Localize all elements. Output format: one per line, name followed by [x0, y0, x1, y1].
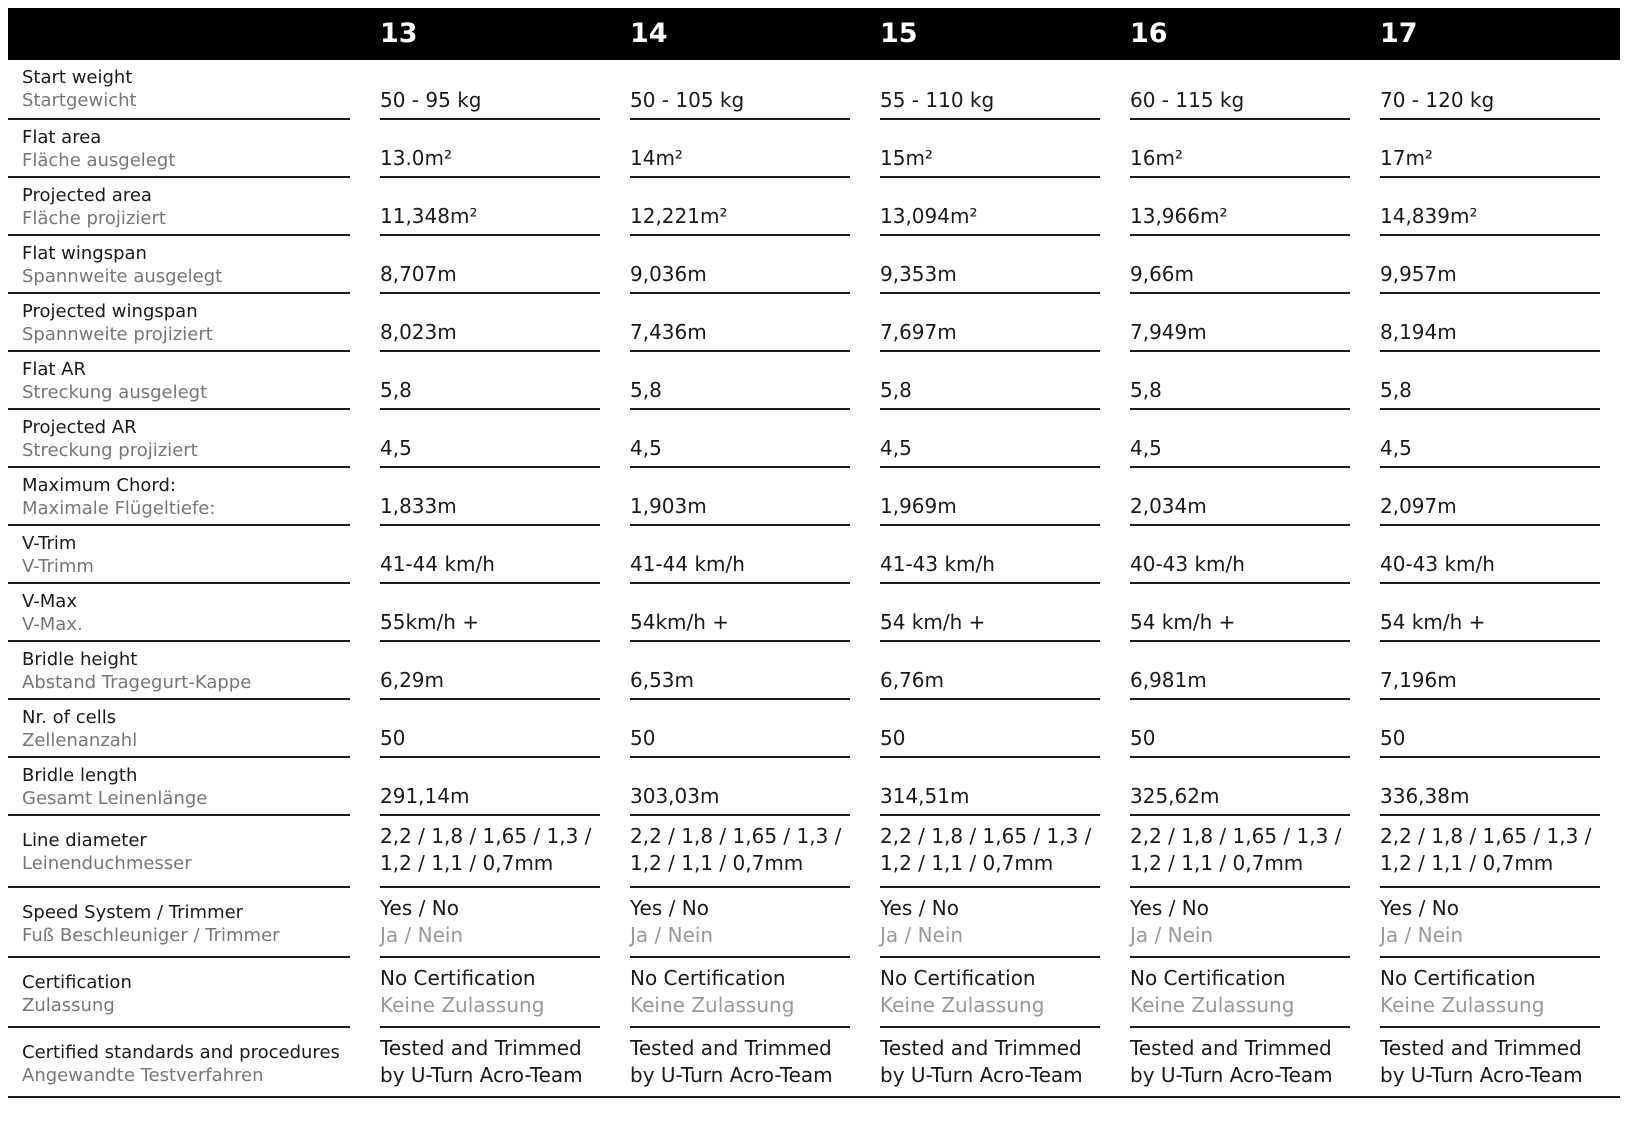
table-row	[8, 700, 1620, 758]
label-german: Fläche ausgelegt	[22, 150, 176, 171]
value-cell	[1130, 410, 1350, 468]
value-cell	[630, 468, 850, 526]
value-text: No Certification	[1130, 966, 1286, 990]
value-cell	[630, 700, 850, 758]
value-cell	[1130, 178, 1350, 236]
value-text: 5,8	[1130, 378, 1162, 402]
value-text: No Certification	[630, 966, 786, 990]
value-text: 17m²	[1380, 146, 1433, 170]
value-cell	[1130, 958, 1350, 1028]
row-label	[8, 178, 350, 236]
value-text: 54 km/h +	[880, 610, 986, 634]
value-text: 303,03m	[630, 784, 720, 808]
table-row	[8, 816, 1620, 888]
label-german: Spannweite projiziert	[22, 324, 213, 345]
value-cell	[380, 120, 600, 178]
value-text: 5,8	[880, 378, 912, 402]
value-cell	[380, 468, 600, 526]
value-text: 14m²	[630, 146, 683, 170]
value-line-1: 2,2 / 1,8 / 1,65 / 1,3 /	[1130, 824, 1342, 848]
value-cell	[630, 294, 850, 352]
row-label	[8, 236, 350, 294]
value-text: 336,38m	[1380, 784, 1470, 808]
row-label	[8, 642, 350, 700]
value-cell	[880, 294, 1100, 352]
value-text: 325,62m	[1130, 784, 1220, 808]
label-english: Nr. of cells	[22, 707, 117, 728]
row-label	[8, 60, 350, 120]
label-english: V-Trim	[22, 533, 77, 554]
value-text: 9,036m	[630, 262, 707, 286]
value-line-2: 1,2 / 1,1 / 0,7mm	[1380, 851, 1554, 875]
value-text: Yes / No	[880, 896, 959, 920]
value-text: 8,194m	[1380, 320, 1457, 344]
value-line-1: 2,2 / 1,8 / 1,65 / 1,3 /	[1380, 824, 1592, 848]
value-cell	[380, 1028, 600, 1098]
value-cell	[1380, 236, 1600, 294]
value-cell	[1130, 642, 1350, 700]
value-translation: Ja / Nein	[880, 923, 964, 947]
value-text: 5,8	[1380, 378, 1412, 402]
value-text: 1,833m	[380, 494, 457, 518]
label-english: Maximum Chord:	[22, 475, 176, 496]
label-english: Bridle length	[22, 765, 138, 786]
value-text: 50	[380, 726, 406, 750]
label-english: Bridle height	[22, 649, 138, 670]
value-line-1: Tested and Trimmed	[380, 1036, 582, 1060]
table-row	[8, 178, 1620, 236]
value-cell	[630, 584, 850, 642]
row-label	[8, 352, 350, 410]
value-translation: Keine Zulassung	[380, 993, 545, 1017]
table-row	[8, 294, 1620, 352]
value-text: 9,957m	[1380, 262, 1457, 286]
value-cell	[1380, 526, 1600, 584]
label-german: Angewandte Testverfahren	[22, 1065, 264, 1086]
value-text: 4,5	[1130, 436, 1162, 460]
value-cell	[880, 468, 1100, 526]
value-cell	[1380, 178, 1600, 236]
value-text: 16m²	[1130, 146, 1183, 170]
row-label	[8, 584, 350, 642]
size-13-header: 13	[380, 18, 418, 49]
value-line-2: 1,2 / 1,1 / 0,7mm	[880, 851, 1054, 875]
value-cell	[380, 410, 600, 468]
value-cell	[1380, 410, 1600, 468]
value-cell	[1380, 642, 1600, 700]
table-bottom-rule	[8, 1096, 1620, 1098]
table-body	[8, 60, 1620, 1098]
size-14-header: 14	[630, 18, 668, 49]
value-text: 4,5	[880, 436, 912, 460]
label-german: Startgewicht	[22, 90, 137, 111]
value-cell	[880, 60, 1100, 120]
label-english: Speed System / Trimmer	[22, 902, 244, 923]
row-label	[8, 120, 350, 178]
value-text: 13,094m²	[880, 204, 978, 228]
table-row	[8, 236, 1620, 294]
value-cell	[1130, 60, 1350, 120]
value-cell	[1130, 816, 1350, 888]
value-cell	[1380, 888, 1600, 958]
value-text: 55 - 110 kg	[880, 88, 995, 112]
label-german: Zellenanzahl	[22, 730, 138, 751]
label-english: Projected AR	[22, 417, 137, 438]
value-line-1: Tested and Trimmed	[1130, 1036, 1332, 1060]
label-english: Certified standards and procedures	[22, 1042, 340, 1063]
value-text: 13.0m²	[380, 146, 453, 170]
label-english: Certification	[22, 972, 132, 993]
value-cell	[880, 584, 1100, 642]
table-row	[8, 352, 1620, 410]
value-text: 314,51m	[880, 784, 970, 808]
value-translation: Keine Zulassung	[880, 993, 1045, 1017]
label-german: Leinenduchmesser	[22, 853, 192, 874]
value-cell	[1380, 584, 1600, 642]
value-cell	[630, 526, 850, 584]
value-cell	[1130, 526, 1350, 584]
value-line-2: by U-Turn Acro-Team	[1380, 1063, 1583, 1087]
value-translation: Ja / Nein	[1130, 923, 1214, 947]
value-cell	[380, 526, 600, 584]
value-line-2: 1,2 / 1,1 / 0,7mm	[630, 851, 804, 875]
size-16-header: 16	[1130, 18, 1168, 49]
value-cell	[880, 700, 1100, 758]
value-text: Yes / No	[1130, 896, 1209, 920]
value-text: 41-44 km/h	[380, 552, 495, 576]
value-cell	[1380, 1028, 1600, 1098]
value-text: 54 km/h +	[1130, 610, 1236, 634]
value-text: 14,839m²	[1380, 204, 1478, 228]
value-text: 5,8	[380, 378, 412, 402]
value-line-2: 1,2 / 1,1 / 0,7mm	[1130, 851, 1304, 875]
value-cell	[880, 758, 1100, 816]
value-cell	[1380, 352, 1600, 410]
table-row	[8, 888, 1620, 958]
value-line-2: by U-Turn Acro-Team	[880, 1063, 1083, 1087]
value-text: 50	[1380, 726, 1406, 750]
label-german: Streckung ausgelegt	[22, 382, 208, 403]
value-text: 12,221m²	[630, 204, 728, 228]
value-text: 50	[1130, 726, 1156, 750]
value-cell	[1380, 700, 1600, 758]
row-label	[8, 888, 350, 958]
table-row	[8, 526, 1620, 584]
row-label	[8, 758, 350, 816]
value-line-1: 2,2 / 1,8 / 1,65 / 1,3 /	[380, 824, 592, 848]
value-text: 40-43 km/h	[1130, 552, 1245, 576]
value-text: 5,8	[630, 378, 662, 402]
label-german: Abstand Tragegurt-Kappe	[22, 672, 252, 693]
label-english: Start weight	[22, 67, 133, 88]
value-cell	[880, 1028, 1100, 1098]
value-text: 50	[880, 726, 906, 750]
row-label	[8, 700, 350, 758]
value-text: 1,969m	[880, 494, 957, 518]
value-cell	[1130, 1028, 1350, 1098]
table-row	[8, 1028, 1620, 1098]
value-cell	[1380, 816, 1600, 888]
label-german: Maximale Flügeltiefe:	[22, 498, 216, 519]
table-row	[8, 120, 1620, 178]
value-text: 15m²	[880, 146, 933, 170]
label-english: Flat area	[22, 127, 102, 148]
value-cell	[380, 888, 600, 958]
row-label	[8, 468, 350, 526]
label-english: Line diameter	[22, 830, 147, 851]
value-cell	[1130, 294, 1350, 352]
value-text: 6,53m	[630, 668, 695, 692]
value-cell	[630, 816, 850, 888]
value-line-1: Tested and Trimmed	[880, 1036, 1082, 1060]
value-text: 4,5	[1380, 436, 1412, 460]
table-row	[8, 758, 1620, 816]
value-cell	[1380, 294, 1600, 352]
value-cell	[880, 236, 1100, 294]
value-text: No Certification	[380, 966, 536, 990]
value-text: 54km/h +	[630, 610, 730, 634]
value-text: 291,14m	[380, 784, 470, 808]
value-text: Yes / No	[380, 896, 459, 920]
value-text: 41-44 km/h	[630, 552, 745, 576]
value-text: 8,707m	[380, 262, 457, 286]
value-cell	[1130, 700, 1350, 758]
value-line-1: 2,2 / 1,8 / 1,65 / 1,3 /	[630, 824, 842, 848]
table-row	[8, 584, 1620, 642]
value-cell	[1380, 468, 1600, 526]
value-text: 13,966m²	[1130, 204, 1228, 228]
value-text: 1,903m	[630, 494, 707, 518]
value-translation: Keine Zulassung	[1380, 993, 1545, 1017]
spec-table	[8, 8, 1620, 1098]
row-label	[8, 1028, 350, 1098]
value-cell	[880, 642, 1100, 700]
value-cell	[880, 816, 1100, 888]
value-cell	[380, 958, 600, 1028]
value-cell	[630, 236, 850, 294]
value-translation: Ja / Nein	[630, 923, 714, 947]
value-text: 7,949m	[1130, 320, 1207, 344]
value-text: 6,76m	[880, 668, 945, 692]
value-cell	[880, 352, 1100, 410]
value-cell	[880, 958, 1100, 1028]
value-cell	[1130, 888, 1350, 958]
value-cell	[630, 642, 850, 700]
label-german: Spannweite ausgelegt	[22, 266, 223, 287]
value-text: 6,29m	[380, 668, 445, 692]
value-cell	[630, 758, 850, 816]
value-text: 7,196m	[1380, 668, 1457, 692]
value-cell	[380, 584, 600, 642]
value-text: Yes / No	[630, 896, 709, 920]
label-german: Fuß Beschleuniger / Trimmer	[22, 925, 280, 946]
value-text: 11,348m²	[380, 204, 478, 228]
value-cell	[630, 178, 850, 236]
value-text: 40-43 km/h	[1380, 552, 1495, 576]
value-cell	[880, 410, 1100, 468]
value-cell	[380, 60, 600, 120]
label-german: V-Max.	[22, 614, 83, 635]
value-text: 7,697m	[880, 320, 957, 344]
value-translation: Keine Zulassung	[1130, 993, 1295, 1017]
label-german: Streckung projiziert	[22, 440, 198, 461]
value-cell	[1130, 120, 1350, 178]
value-text: No Certification	[1380, 966, 1536, 990]
value-text: 4,5	[630, 436, 662, 460]
value-line-2: by U-Turn Acro-Team	[1130, 1063, 1333, 1087]
label-english: Projected area	[22, 185, 152, 206]
value-cell	[1130, 584, 1350, 642]
value-text: 4,5	[380, 436, 412, 460]
value-cell	[630, 958, 850, 1028]
value-cell	[1130, 468, 1350, 526]
table-row	[8, 642, 1620, 700]
label-english: Projected wingspan	[22, 301, 198, 322]
value-text: 2,097m	[1380, 494, 1457, 518]
value-text: 54 km/h +	[1380, 610, 1486, 634]
label-german: Zulassung	[22, 995, 115, 1016]
value-text: 8,023m	[380, 320, 457, 344]
label-english: V-Max	[22, 591, 77, 612]
value-text: 2,034m	[1130, 494, 1207, 518]
value-text: 55km/h +	[380, 610, 480, 634]
value-line-1: Tested and Trimmed	[630, 1036, 832, 1060]
row-label	[8, 294, 350, 352]
value-text: 50	[630, 726, 656, 750]
value-translation: Ja / Nein	[1380, 923, 1464, 947]
table-row	[8, 958, 1620, 1028]
value-cell	[1130, 236, 1350, 294]
value-cell	[630, 60, 850, 120]
label-german: V-Trimm	[22, 556, 94, 577]
value-cell	[380, 294, 600, 352]
value-cell	[1380, 958, 1600, 1028]
value-line-1: 2,2 / 1,8 / 1,65 / 1,3 /	[880, 824, 1092, 848]
value-cell	[630, 1028, 850, 1098]
value-cell	[630, 352, 850, 410]
value-line-1: Tested and Trimmed	[1380, 1036, 1582, 1060]
value-cell	[1130, 758, 1350, 816]
label-german: Fläche projiziert	[22, 208, 166, 229]
value-cell	[380, 642, 600, 700]
value-cell	[1130, 352, 1350, 410]
table-row	[8, 410, 1620, 468]
value-line-2: 1,2 / 1,1 / 0,7mm	[380, 851, 554, 875]
value-cell	[880, 888, 1100, 958]
value-cell	[880, 178, 1100, 236]
value-cell	[380, 352, 600, 410]
value-cell	[630, 120, 850, 178]
value-translation: Ja / Nein	[380, 923, 464, 947]
row-label	[8, 958, 350, 1028]
value-line-2: by U-Turn Acro-Team	[380, 1063, 583, 1087]
value-translation: Keine Zulassung	[630, 993, 795, 1017]
table-header	[8, 8, 1620, 60]
value-text: 41-43 km/h	[880, 552, 995, 576]
value-cell	[630, 410, 850, 468]
value-text: 9,66m	[1130, 262, 1195, 286]
value-text: 50 - 95 kg	[380, 88, 482, 112]
table-row	[8, 60, 1620, 120]
label-english: Flat AR	[22, 359, 86, 380]
value-cell	[1380, 758, 1600, 816]
value-cell	[380, 758, 600, 816]
value-text: 6,981m	[1130, 668, 1207, 692]
value-cell	[630, 888, 850, 958]
value-cell	[380, 816, 600, 888]
value-text: 7,436m	[630, 320, 707, 344]
row-label	[8, 410, 350, 468]
label-english: Flat wingspan	[22, 243, 147, 264]
table-row	[8, 468, 1620, 526]
row-label	[8, 526, 350, 584]
value-line-2: by U-Turn Acro-Team	[630, 1063, 833, 1087]
value-cell	[1380, 60, 1600, 120]
value-cell	[880, 526, 1100, 584]
label-german: Gesamt Leinenlänge	[22, 788, 208, 809]
value-text: Yes / No	[1380, 896, 1459, 920]
value-cell	[880, 120, 1100, 178]
row-label	[8, 816, 350, 888]
value-text: No Certification	[880, 966, 1036, 990]
value-text: 60 - 115 kg	[1130, 88, 1245, 112]
value-text: 9,353m	[880, 262, 957, 286]
value-cell	[380, 700, 600, 758]
size-17-header: 17	[1380, 18, 1418, 49]
value-text: 70 - 120 kg	[1380, 88, 1495, 112]
value-cell	[380, 178, 600, 236]
value-cell	[380, 236, 600, 294]
value-text: 50 - 105 kg	[630, 88, 745, 112]
size-15-header: 15	[880, 18, 918, 49]
value-cell	[1380, 120, 1600, 178]
